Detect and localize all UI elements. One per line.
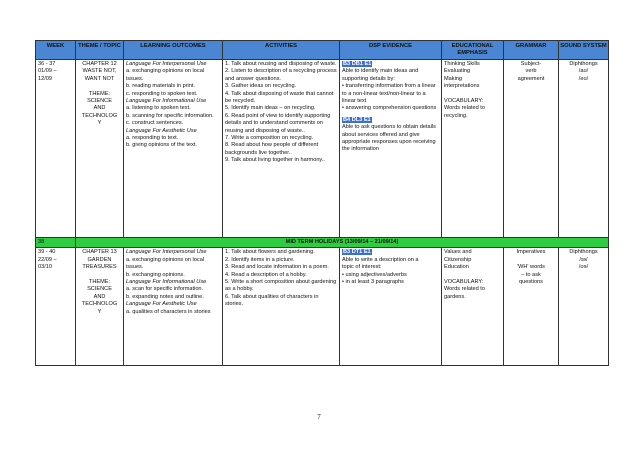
grammar-line bbox=[506, 257, 556, 264]
activity-item: 6. Read point of view to identify supporting details and to understand comments on reusing and disposing of waste.. bbox=[225, 112, 331, 134]
outcome-item: a. responding to text. bbox=[126, 135, 179, 142]
theme-line: GARDEN bbox=[87, 256, 112, 263]
theme-line bbox=[78, 83, 121, 90]
theme-line: TREASURES bbox=[82, 264, 117, 271]
outcome-item: b. scanning for specific information. bbox=[126, 112, 214, 119]
holiday-row bbox=[36, 238, 609, 248]
sound-line: /ʊə/ bbox=[578, 264, 589, 271]
outcome-item: c. responding to spoken text. bbox=[126, 90, 198, 97]
theme-line: TECHNOLOG bbox=[81, 301, 118, 308]
theme-line: WASTE NOT, bbox=[82, 68, 117, 75]
header-emphasis: EDUCATIONAL EMPHASIS bbox=[442, 41, 504, 60]
emphasis-line: Values and bbox=[444, 249, 472, 256]
dsp-line: Able to ask questions to obtain details about services offered and give appropriate responses upon receiving the information bbox=[342, 124, 436, 153]
language-use-heading: Language For Aesthetic Use bbox=[126, 301, 197, 308]
theme-line: SCIENCE bbox=[87, 98, 112, 105]
theme-line: CHAPTER 12 bbox=[82, 61, 117, 67]
header-activities: ACTIVITIES bbox=[223, 41, 340, 60]
dsp-line: Able to identify main ideas and supporting details by: bbox=[342, 68, 419, 82]
dsp-line: • using adjectives/adverbs bbox=[342, 271, 407, 278]
outcome-item: a. exchanging opinions on local issues. bbox=[126, 68, 205, 82]
emphasis-line bbox=[444, 272, 501, 279]
header-theme: THEME / TOPIC bbox=[76, 41, 124, 60]
language-use-heading: Language For Aesthetic Use bbox=[126, 127, 197, 134]
language-use-heading: Language For Interpersonal Use bbox=[126, 249, 207, 256]
activity-item: 7. Write a composition on recycling. bbox=[225, 135, 314, 142]
header-week: WEEK bbox=[36, 41, 76, 60]
grammar-line: verb bbox=[525, 68, 537, 75]
dsp-line: topic of interest: bbox=[342, 264, 382, 271]
grammar-cell bbox=[504, 248, 559, 366]
grammar-line: questions bbox=[519, 279, 543, 286]
theme-line: AND bbox=[93, 105, 106, 112]
emphasis-cell bbox=[442, 60, 504, 238]
theme-line: THEME: bbox=[88, 90, 111, 97]
theme-line: THEME: bbox=[88, 279, 111, 286]
header-dsp: DSP EVIDENCE bbox=[340, 41, 442, 60]
outcome-item: b. reading materials in print. bbox=[126, 83, 196, 90]
activity-item: 8. Read about how people of different backgrounds live together.. bbox=[225, 142, 319, 156]
dsp-line: • in at least 3 paragraphs bbox=[342, 279, 404, 286]
grammar-cell bbox=[504, 60, 559, 238]
language-use-heading: Language For Interpersonal Use bbox=[126, 61, 207, 67]
dsp-line: Able to write a description on a bbox=[342, 256, 419, 263]
sound-cell bbox=[559, 248, 609, 366]
week-line: 22/09 – bbox=[38, 256, 57, 263]
header-outcomes: LEARNING OUTCOMES bbox=[124, 41, 223, 60]
emphasis-line: Making bbox=[444, 75, 463, 82]
table-row bbox=[36, 60, 609, 238]
theme-line: WANT NOT bbox=[84, 75, 115, 82]
activity-item: 5. Identify main ideas – on recycling. bbox=[225, 105, 316, 112]
sound-line: /aʊ/ bbox=[578, 68, 589, 75]
page-number: 7 bbox=[317, 413, 321, 421]
activity-item: 2. Listen to description of a recycling process and answer questions. bbox=[225, 68, 337, 82]
grammar-line: Subject- bbox=[520, 61, 542, 67]
outcomes-cell bbox=[124, 60, 223, 238]
emphasis-line: Citizenship bbox=[444, 256, 472, 263]
theme-cell bbox=[76, 60, 124, 238]
dsp-code: B3 DT1 E1 bbox=[343, 249, 371, 256]
dsp-cell bbox=[340, 60, 442, 238]
activity-item: 1. Talk about reusing and disposing of waste. bbox=[225, 61, 337, 67]
emphasis-line: Education bbox=[444, 264, 469, 271]
dsp-code: B4 DL3 E1 bbox=[343, 116, 371, 123]
week-line: 01/09 – bbox=[38, 68, 57, 75]
emphasis-line: Words related to bbox=[444, 105, 485, 112]
activities-cell bbox=[223, 248, 340, 366]
week-cell bbox=[36, 60, 76, 238]
emphasis-line: gardens. bbox=[444, 293, 466, 300]
week-line: 36 - 37 bbox=[38, 61, 56, 67]
emphasis-line: VOCABULARY: bbox=[444, 98, 484, 105]
grammar-line: agreement bbox=[517, 75, 545, 82]
sound-line: Diphthongs bbox=[569, 249, 598, 256]
outcome-item: a. qualities of characters in stories bbox=[126, 308, 211, 315]
outcome-item: a. listening to spoken text. bbox=[126, 105, 191, 112]
grammar-line: – to ask bbox=[521, 271, 541, 278]
sound-line: /eʊ/ bbox=[578, 75, 589, 82]
outcome-item: b. giving opinions of the text. bbox=[126, 142, 197, 149]
sound-line: Diphthongs bbox=[569, 61, 598, 67]
activity-item: 4. Read a description of a hobby. bbox=[225, 271, 307, 278]
outcomes-cell bbox=[124, 248, 223, 366]
emphasis-line: Evaluating bbox=[444, 68, 471, 75]
activity-item: 3. Read and locate information in a poem. bbox=[225, 264, 329, 271]
emphasis-cell bbox=[442, 248, 504, 366]
theme-line: CHAPTER 13 bbox=[82, 249, 117, 256]
week-line: 03/10 bbox=[38, 264, 52, 271]
dsp-line: • answering comprehension questions bbox=[342, 105, 437, 112]
grammar-line: Imperatives bbox=[516, 249, 546, 256]
emphasis-line: Words related to bbox=[444, 286, 485, 293]
theme-line: TECHNOLOG bbox=[81, 112, 118, 119]
theme-cell bbox=[76, 248, 124, 366]
week-line: 39 - 40 bbox=[38, 249, 56, 256]
theme-line: Y bbox=[97, 120, 102, 127]
emphasis-line: Thinking Skills bbox=[444, 61, 480, 67]
activity-item: 5. Write a short composition about gardening as a hobby. bbox=[225, 279, 337, 293]
activity-item: 2. Identify items in a picture. bbox=[225, 256, 295, 263]
activity-item: 3. Gather ideas on recycling. bbox=[225, 83, 297, 90]
dsp-cell bbox=[340, 248, 442, 366]
theme-line: AND bbox=[93, 293, 106, 300]
activities-cell bbox=[223, 60, 340, 238]
language-use-heading: Language For Informational Use bbox=[126, 98, 207, 105]
scheme-of-work-table bbox=[35, 40, 609, 366]
table-row bbox=[36, 248, 609, 366]
dsp-code: B3 DB1 E1 bbox=[343, 61, 372, 67]
activity-item: 1. Talk about flowers and gardening. bbox=[225, 249, 315, 256]
theme-line: Y bbox=[97, 308, 102, 315]
emphasis-line: recycling. bbox=[444, 112, 468, 119]
activity-item: 6. Talk about qualities of characters in stories. bbox=[225, 293, 319, 308]
header-row bbox=[36, 41, 609, 60]
emphasis-line bbox=[444, 91, 501, 98]
grammar-line: 'WH' words bbox=[517, 264, 545, 271]
week-cell bbox=[36, 248, 76, 366]
language-use-heading: Language For Informational Use bbox=[126, 279, 207, 286]
outcome-item: b. exchanging opinions. bbox=[126, 271, 185, 278]
sound-cell bbox=[559, 60, 609, 238]
sound-line: /ɪə/ bbox=[579, 256, 588, 263]
emphasis-line: VOCABULARY: bbox=[444, 279, 484, 286]
activity-item: 4. Talk about disposing of waste that cannot be recycled. bbox=[225, 90, 334, 105]
emphasis-line: interpretations bbox=[444, 83, 480, 90]
header-grammar: GRAMMAR bbox=[504, 41, 559, 60]
holiday-label: MID TERM HOLIDAYS (13/09/14 – 21/09/14) bbox=[76, 238, 609, 248]
theme-line: SCIENCE bbox=[87, 286, 112, 293]
outcome-item: b. expanding notes and outline. bbox=[126, 293, 204, 300]
activity-item: 9. Talk about living together in harmony.. bbox=[225, 157, 325, 164]
outcome-item: a. exchanging opinions on local issues. bbox=[126, 256, 205, 271]
header-sound: SOUND SYSTEM bbox=[559, 41, 609, 60]
week-line: 12/09 bbox=[38, 75, 52, 82]
theme-line bbox=[78, 272, 121, 279]
dsp-line: • transferring information from a linear to a non-linear text/non-linear to a linear text bbox=[342, 83, 436, 105]
holiday-week: 38 bbox=[36, 238, 76, 248]
outcome-item: c. construct sentences. bbox=[126, 120, 184, 127]
outcome-item: a. scan for specific information. bbox=[126, 286, 204, 293]
